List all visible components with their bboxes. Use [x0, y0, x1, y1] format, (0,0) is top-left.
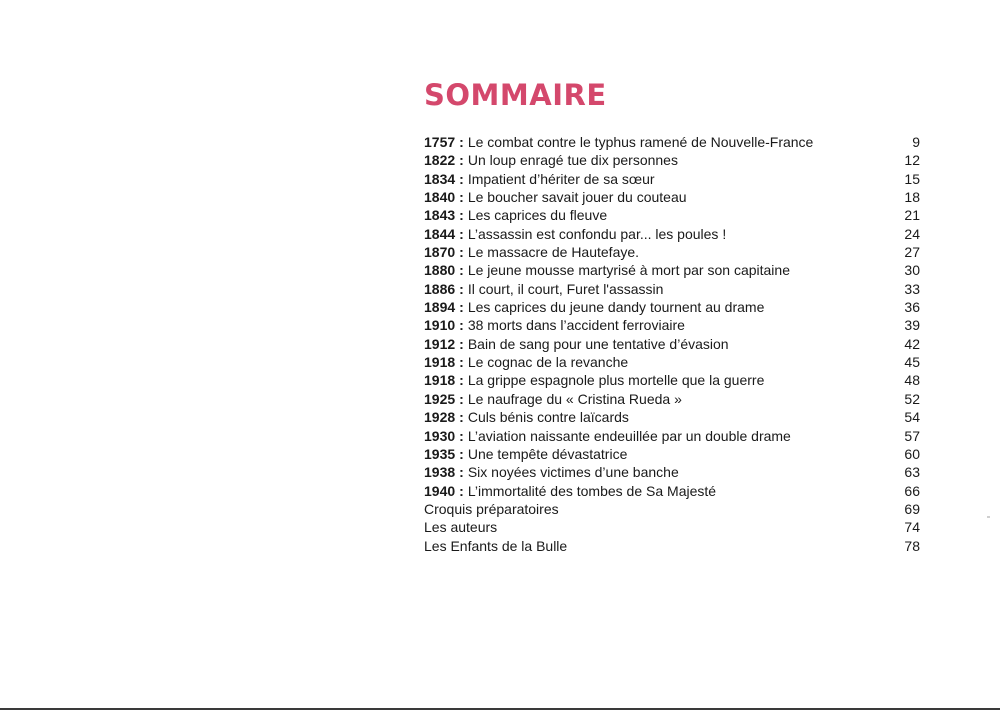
toc-year: 1840 — [424, 189, 456, 206]
toc-page-number: 39 — [904, 317, 920, 334]
toc-entry — [424, 261, 920, 279]
toc-separator: : — [459, 464, 464, 481]
toc-separator: : — [459, 372, 464, 389]
toc-title: Les caprices du fleuve — [467, 207, 608, 224]
toc-page-number: 63 — [904, 464, 920, 481]
toc-entry — [424, 243, 920, 261]
toc-title: Impatient d’hériter de sa sœur — [467, 170, 655, 187]
toc-entry — [424, 353, 920, 371]
toc-year: 1844 — [424, 225, 456, 242]
toc-title: Le boucher savait jouer du couteau — [467, 189, 687, 206]
toc-year: 1928 — [424, 409, 456, 426]
toc-year: 1925 — [424, 390, 456, 407]
toc-separator: : — [459, 335, 464, 352]
toc-year: 1938 — [424, 464, 456, 481]
table-of-contents — [424, 133, 920, 555]
toc-year: 1930 — [424, 427, 456, 444]
toc-title: L’aviation naissante endeuillée par un double drame — [467, 427, 791, 444]
toc-page-number: 54 — [904, 409, 920, 426]
toc-page-number: 66 — [904, 482, 920, 499]
toc-separator: : — [459, 409, 464, 426]
toc-year: 1935 — [424, 445, 456, 462]
toc-page-number: 33 — [904, 280, 920, 297]
toc-page-number: 60 — [904, 445, 920, 462]
toc-title: Six noyées victimes d’une banche — [467, 464, 679, 481]
toc-page-number: 18 — [904, 189, 920, 206]
toc-year: 1918 — [424, 372, 456, 389]
toc-separator: : — [459, 280, 464, 297]
toc-entry — [424, 371, 920, 389]
toc-title: Les Enfants de la Bulle — [424, 537, 568, 554]
toc-page-number: 42 — [904, 335, 920, 352]
toc-entry — [424, 170, 920, 188]
toc-page-number: 48 — [904, 372, 920, 389]
toc-page-number: 27 — [904, 244, 920, 261]
toc-entry — [424, 408, 920, 426]
toc-year: 1870 — [424, 244, 456, 261]
toc-title: Le massacre de Hautefaye. — [467, 244, 640, 261]
toc-title: Croquis préparatoires — [424, 500, 559, 517]
toc-year: 1834 — [424, 170, 456, 187]
toc-entry — [424, 298, 920, 316]
toc-year: 1910 — [424, 317, 456, 334]
toc-entry — [424, 225, 920, 243]
toc-separator: : — [459, 262, 464, 279]
toc-page-number: 57 — [904, 427, 920, 444]
toc-title: Un loup enragé tue dix personnes — [467, 152, 678, 169]
toc-entry — [424, 316, 920, 334]
toc-title: Il court, il court, Furet l'assassin — [467, 280, 664, 297]
toc-title: 38 morts dans l’accident ferroviaire — [467, 317, 685, 334]
toc-separator: : — [459, 152, 464, 169]
toc-page-number: 45 — [904, 354, 920, 371]
toc-title: Les caprices du jeune dandy tournent au drame — [467, 299, 765, 316]
page-bottom-edge — [0, 708, 1000, 710]
toc-entry — [424, 151, 920, 169]
toc-entry — [424, 133, 920, 151]
toc-year: 1894 — [424, 299, 456, 316]
toc-title: L’assassin est confondu par... les poules ! — [467, 225, 727, 242]
toc-entry — [424, 500, 920, 518]
toc-year: 1918 — [424, 354, 456, 371]
toc-separator: : — [459, 317, 464, 334]
toc-title: Le combat contre le typhus ramené de Nouvelle-France — [467, 134, 814, 150]
toc-entry — [424, 518, 920, 536]
toc-page-number: 36 — [904, 299, 920, 316]
toc-entry — [424, 537, 920, 555]
toc-year: 1886 — [424, 280, 456, 297]
toc-title: Culs bénis contre laïcards — [467, 409, 629, 426]
toc-separator: : — [459, 299, 464, 316]
toc-separator: : — [459, 170, 464, 187]
toc-title: Le naufrage du « Cristina Rueda » — [467, 390, 682, 407]
toc-separator: : — [459, 427, 464, 444]
toc-separator: : — [459, 390, 464, 407]
page-title: SOMMAIRE — [424, 78, 607, 112]
toc-title: Le jeune mousse martyrisé à mort par son capitaine — [467, 262, 790, 279]
toc-entry — [424, 188, 920, 206]
toc-page-number: 24 — [904, 225, 920, 242]
toc-entry — [424, 445, 920, 463]
toc-entry — [424, 280, 920, 298]
toc-page-number: 52 — [904, 390, 920, 407]
toc-title: Les auteurs — [424, 519, 498, 536]
toc-year: 1822 — [424, 152, 456, 169]
toc-page-number: 69 — [904, 500, 920, 517]
toc-title: L’immortalité des tombes de Sa Majesté — [467, 482, 717, 499]
toc-year: 1940 — [424, 482, 456, 499]
toc-separator: : — [459, 354, 464, 371]
toc-entry — [424, 390, 920, 408]
toc-separator: : — [459, 225, 464, 242]
toc-separator: : — [459, 207, 464, 224]
toc-page-number: 78 — [904, 537, 920, 554]
toc-separator: : — [459, 244, 464, 261]
toc-year: 1912 — [424, 335, 456, 352]
toc-entry — [424, 482, 920, 500]
toc-page-number: 74 — [904, 519, 920, 536]
toc-year: 1880 — [424, 262, 456, 279]
scan-speck — [987, 516, 990, 518]
toc-separator: : — [459, 189, 464, 206]
toc-separator: : — [459, 445, 464, 462]
toc-title: Le cognac de la revanche — [467, 354, 629, 371]
toc-entry — [424, 335, 920, 353]
toc-page-number: 9 — [912, 134, 920, 150]
toc-separator: : — [459, 134, 464, 150]
toc-title: Bain de sang pour une tentative d’évasion — [467, 335, 729, 352]
toc-page-number: 15 — [904, 170, 920, 187]
toc-separator: : — [459, 482, 464, 499]
toc-page-number: 12 — [904, 152, 920, 169]
toc-entry — [424, 463, 920, 481]
toc-entry — [424, 206, 920, 224]
toc-page-number: 21 — [904, 207, 920, 224]
toc-entry — [424, 427, 920, 445]
toc-title: La grippe espagnole plus mortelle que la guerre — [467, 372, 765, 389]
toc-year: 1757 — [424, 134, 456, 150]
toc-page-number: 30 — [904, 262, 920, 279]
toc-title: Une tempête dévastatrice — [467, 445, 628, 462]
toc-year: 1843 — [424, 207, 456, 224]
